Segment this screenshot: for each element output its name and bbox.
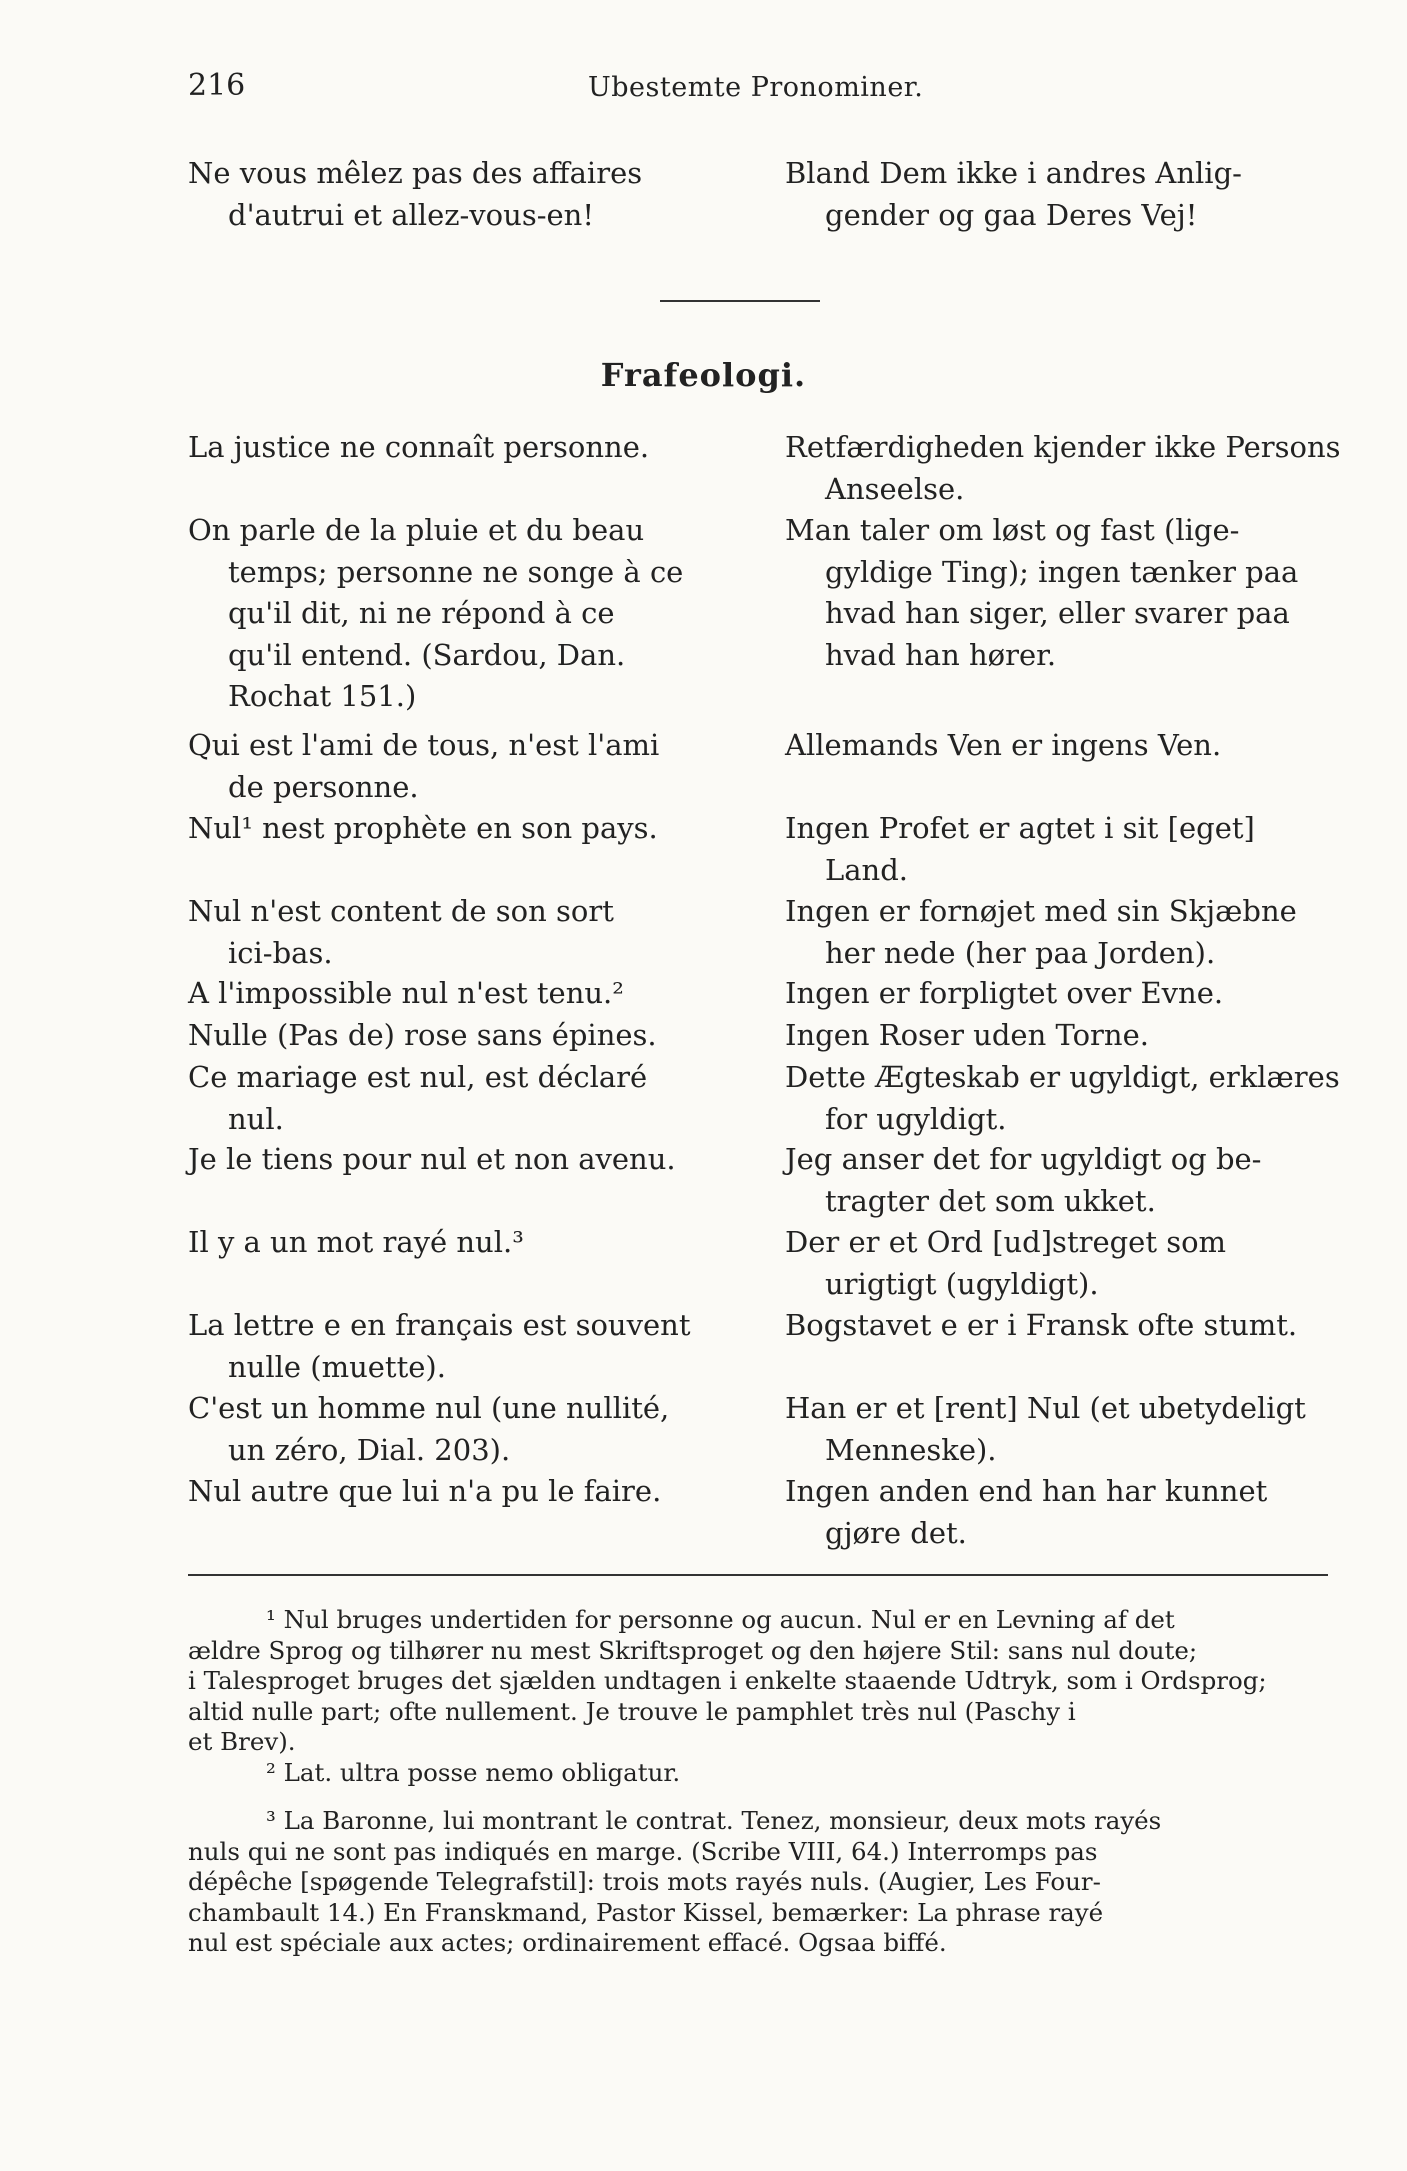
text-line: Retfærdigheden kjender ikke Persons (785, 430, 1341, 464)
text-line: La justice ne connaît personne. (188, 430, 650, 464)
text-line: Ingen Profet er agtet i sit [eget] (785, 811, 1255, 845)
text-line: qu'il dit, ni ne répond à ce (228, 596, 615, 631)
french-entry (188, 725, 733, 808)
text-line: hvad han siger, eller svarer paa (825, 596, 1290, 631)
danish-entry (785, 725, 1330, 767)
footnote-divider (188, 1574, 1328, 1576)
text-line: Il y a un mot rayé nul.³ (188, 1225, 524, 1259)
running-title: Ubestemte Pronominer. (588, 72, 924, 103)
french-entry (188, 1471, 733, 1513)
section-divider (660, 300, 820, 302)
text-line: nuls qui ne sont pas indiqués en marge. (Scribe VIII, 64.) Interromps pas (188, 1836, 1098, 1866)
french-column (188, 427, 733, 1557)
footnote-3 (188, 1806, 1328, 1959)
text-line: gyldige Ting); ingen tænker paa (825, 554, 1299, 589)
footnote-1 (188, 1605, 1328, 1758)
danish-entry (785, 1388, 1330, 1471)
text-line: ældre Sprog og tilhører nu mest Skriftsproget og den højere Stil: sans nul doute; (188, 1635, 1198, 1665)
french-entry (188, 1388, 733, 1471)
french-entry (188, 891, 733, 974)
french-entry (188, 1015, 733, 1057)
danish-entry (785, 891, 1330, 974)
text-line: Nul n'est content de son sort (188, 894, 614, 928)
text-line: Ingen er fornøjet med sin Skjæbne (785, 894, 1297, 928)
text-line: Land. (825, 852, 909, 887)
text-line: dépêche [spøgende Telegrafstil]: trois mots rayés nuls. (Augier, Les Four- (188, 1867, 1101, 1896)
text-line: urigtigt (ugyldigt). (825, 1266, 1099, 1301)
danish-entry (785, 1305, 1330, 1347)
french-entry (188, 510, 733, 718)
text-line: Ingen anden end han har kunnet (785, 1474, 1268, 1508)
french-entry (188, 1057, 733, 1140)
text-line: Bogstavet e er i Fransk ofte stumt. (785, 1308, 1298, 1342)
text-line: ² Lat. ultra posse nemo obligatur. (266, 1758, 681, 1787)
text-line: un zéro, Dial. 203). (228, 1432, 511, 1467)
top-french (188, 153, 733, 236)
text-line: chambault 14.) En Franskmand, Pastor Kissel, bemærker: La phrase rayé (188, 1897, 1104, 1927)
text-line: for ugyldigt. (825, 1101, 1007, 1136)
text-line: Ce mariage est nul, est déclaré (188, 1060, 648, 1094)
french-entry (188, 1139, 733, 1181)
text-line: A l'impossible nul n'est tenu.² (188, 976, 624, 1010)
text-line: Je le tiens pour nul et non avenu. (188, 1142, 676, 1176)
danish-entry (785, 1139, 1330, 1222)
text-line: Jeg anser det for ugyldigt og be- (785, 1142, 1262, 1176)
text-line: nul est spéciale aux actes; ordinairement effacé. Ogsaa biffé. (188, 1928, 947, 1957)
text-line: tragter det som ukket. (825, 1183, 1156, 1218)
text-line: On parle de la pluie et du beau (188, 513, 645, 547)
text-line: de personne. (228, 769, 419, 804)
text-line: qu'il entend. (Sardou, Dan. (228, 637, 626, 672)
french-entry (188, 427, 733, 469)
danish-column (785, 427, 1341, 1557)
text-line: ¹ Nul bruges undertiden for personne og aucun. Nul er en Levning af det (266, 1605, 1175, 1634)
text-line: Ingen er forpligtet over Evne. (785, 976, 1224, 1010)
danish-entry (785, 808, 1330, 891)
top-danish (785, 153, 1330, 236)
text-line: gjøre det. (825, 1515, 967, 1550)
text-line: C'est un homme nul (une nullité, (188, 1391, 670, 1425)
text-line: ³ La Baronne, lui montrant le contrat. Tenez, monsieur, deux mots rayés (266, 1806, 1162, 1835)
text-line: Qui est l'ami de tous, n'est l'ami (188, 728, 660, 762)
text-line: nulle (muette). (228, 1349, 446, 1384)
text-line: Dette Ægteskab er ugyldigt, erklæres (785, 1060, 1340, 1094)
footnote-2 (188, 1758, 1328, 1789)
french-entry (188, 1222, 733, 1264)
section-title: Frafeologi. (600, 356, 807, 394)
french-entry (188, 808, 733, 850)
text-line: Ingen Roser uden Torne. (785, 1018, 1149, 1052)
text-line: Menneske). (825, 1432, 997, 1467)
text-line: La lettre e en français est souvent (188, 1308, 691, 1342)
danish-entry (785, 1222, 1330, 1305)
text-line: Nul¹ nest prophète en son pays. (188, 811, 658, 845)
text-line: Der er et Ord [ud]streget som (785, 1225, 1227, 1259)
text-line: Man taler om løst og fast (lige- (785, 513, 1240, 547)
text-line: Anseelse. (825, 471, 965, 506)
french-entry (188, 973, 733, 1015)
danish-entry (785, 973, 1330, 1015)
text-line: her nede (her paa Jorden). (825, 935, 1216, 970)
danish-entry (785, 510, 1330, 676)
text-line: i Talesproget bruges det sjælden undtagen i enkelte staaende Udtryk, som i Ordsprog; (188, 1666, 1267, 1695)
text-line: gender og gaa Deres Vej! (825, 197, 1198, 232)
danish-entry (785, 1471, 1330, 1554)
text-line: ici-bas. (228, 935, 333, 970)
text-line: Nul autre que lui n'a pu le faire. (188, 1474, 662, 1508)
danish-entry (785, 1057, 1340, 1140)
text-line: Nulle (Pas de) rose sans épines. (188, 1018, 657, 1052)
text-line: nul. (228, 1101, 284, 1136)
danish-entry (785, 427, 1341, 510)
text-line: temps; personne ne songe à ce (228, 554, 684, 589)
danish-entry (785, 1015, 1330, 1057)
text-line: Bland Dem ikke i andres Anlig- (785, 156, 1242, 190)
page-header (188, 68, 1328, 108)
text-line: Rochat 151.) (228, 679, 417, 714)
text-line: Han er et [rent] Nul (et ubetydeligt (785, 1391, 1306, 1425)
french-entry (188, 1305, 733, 1388)
text-line: Ne vous mêlez pas des affaires (188, 156, 643, 190)
text-line: hvad han hører. (825, 637, 1057, 672)
text-line: d'autrui et allez-vous-en! (228, 197, 594, 232)
text-line: altid nulle part; ofte nullement. Je trouve le pamphlet très nul (Paschy i (188, 1696, 1076, 1726)
text-line: et Brev). (188, 1727, 296, 1756)
page-number: 216 (188, 68, 246, 103)
text-line: Allemands Ven er ingens Ven. (785, 728, 1222, 762)
